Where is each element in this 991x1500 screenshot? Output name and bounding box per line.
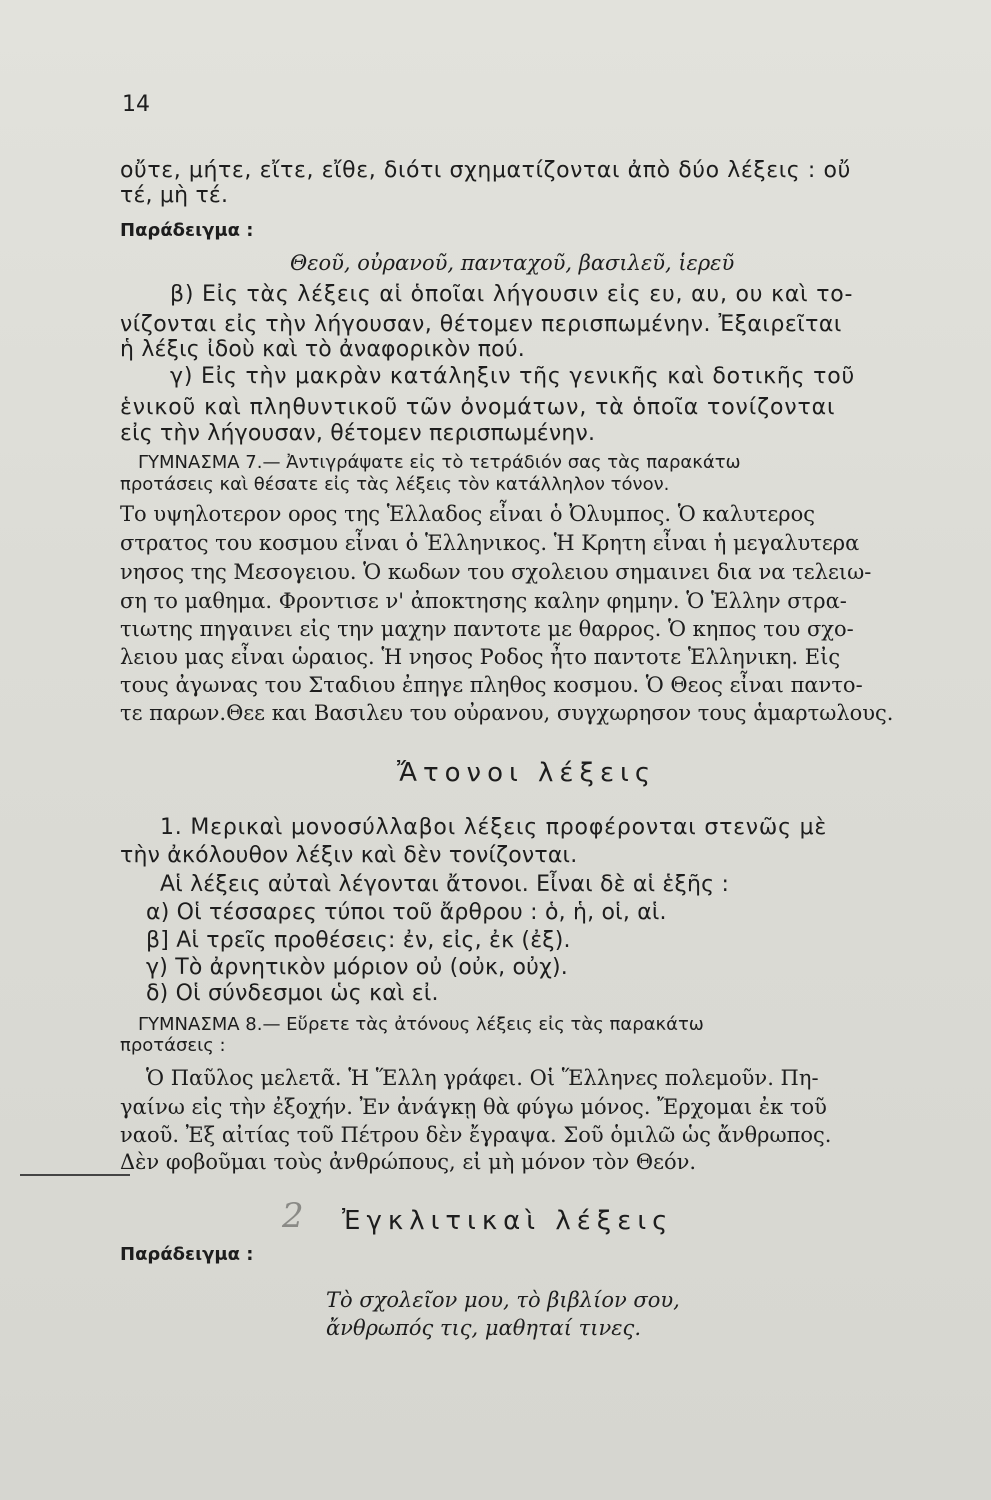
exercise-7-text: λειου μας εἶναι ὡραιος. Ἡ νησος Ροδος ἦτο παντοτε Ἑλληνικη. Εἰς (120, 645, 841, 669)
exercise-7-text: Το υψηλοτερον ορος της Ἑλλαδος εἶναι ὁ Ὀλυμπος. Ὁ καλυτερος (120, 502, 816, 526)
exercise-7-text: νησος της Μεσογειου. Ὁ κωδων του σχολειου σημαινει δια να τελειω- (120, 560, 872, 584)
example-line: Τὸ σχολεῖον μου, τὸ βιβλίον σου, (326, 1288, 680, 1312)
atonoi-line: γ) Τὸ ἀρνητικὸν μόριον οὐ (οὐκ, οὐχ). (146, 955, 568, 980)
exercise-8-text: ναοῦ. Ἐξ αἰτίας τοῦ Πέτρου δὲν ἔγραψα. Σοῦ ὁμιλῶ ὡς ἄνθρωπος. (120, 1123, 832, 1147)
example-label: Παράδειγμα : (120, 220, 254, 241)
exercise-8-text: Δὲν φοβοῦμαι τοὺς ἀνθρώπους, εἰ μὴ μόνον τὸν Θεόν. (120, 1150, 697, 1174)
exercise-7-text: στρατος του κοσμου εἶναι ὁ Ἑλληνικος. Ἡ Κρητη εἶναι ἡ μεγαλυτερα (120, 531, 860, 555)
rule-c-line: γ) Εἰς τὴν μακρὰν κατάληξιν τῆς γενικῆς καὶ δοτικῆς τοῦ (170, 364, 856, 389)
section-heading-atonoi: Ἄτονοι λέξεις (397, 758, 657, 788)
section-heading-egklitikai: Ἐγκλιτικαὶ λέξεις (342, 1206, 674, 1236)
handwritten-mark: 2 (282, 1196, 304, 1236)
text-line: οὔτε, μήτε, εἴτε, εἴθε, διότι σχηματίζονται ἀπὸ δύο λέξεις : οὔ (120, 158, 851, 183)
exercise-7-text: ση το μαθημα. Φροντισε ν' ἀποκτησης καλην φημην. Ὁ Ἑλλην στρα- (120, 589, 847, 613)
exercise-8-text: Ὁ Παῦλος μελετᾶ. Ἡ Ἕλλη γράφει. Οἱ Ἕλληνες πολεμοῦν. Πη- (146, 1066, 819, 1090)
atonoi-line: α) Οἱ τέσσαρες τύποι τοῦ ἄρθρου : ὁ, ἡ, οἱ, αἱ. (146, 900, 667, 925)
example-label: Παράδειγμα : (120, 1244, 254, 1265)
rule-b-line: β) Εἰς τὰς λέξεις αἱ ὁποῖαι λήγουσιν εἰς ευ, αυ, ου καὶ το- (170, 282, 854, 307)
rule-b-line: ἡ λέξις ἰδοὺ καὶ τὸ ἀναφορικὸν πού. (120, 337, 525, 362)
atonoi-line: τὴν ἀκόλουθον λέξιν καὶ δὲν τονίζονται. (120, 843, 578, 868)
text-line: τέ, μὴ τέ. (120, 183, 229, 208)
exercise-7-text: τους ἀγωνας του Σταδιου ἐπηγε πληθος κοσμου. Ὁ Θεος εἶναι παντο- (120, 673, 863, 697)
exercise-7-heading: ΓΥΜΝΑΣΜΑ 7.— Ἀντιγράψατε εἰς τὸ τετράδιόν σας τὰς παρακάτω (138, 452, 741, 473)
rule-c-line: ἑνικοῦ καὶ πληθυντικοῦ τῶν ὀνομάτων, τὰ ὁποῖα τονίζονται (120, 395, 836, 420)
atonoi-line: 1. Μερικαὶ μονοσύλλαβοι λέξεις προφέρονται στενῶς μὲ (160, 815, 828, 840)
exercise-7-heading: προτάσεις καὶ θέσατε εἰς τὰς λέξεις τὸν κατάλληλον τόνον. (120, 474, 670, 495)
atonoi-line: Αἱ λέξεις αὐταὶ λέγονται ἄτονοι. Εἶναι δὲ αἱ ἑξῆς : (160, 872, 730, 897)
exercise-8-text: γαίνω εἰς τὴν ἐξοχήν. Ἐν ἀνάγκῃ θὰ φύγω μόνος. Ἔρχομαι ἐκ τοῦ (120, 1095, 827, 1119)
exercise-7-text: τε παρων.Θεε και Βασιλευ του οὐρανου, συγχωρησον τους ἁμαρτωλους. (120, 701, 894, 725)
exercise-8-heading: ΓΥΜΝΑΣΜΑ 8.— Εὕρετε τὰς ἀτόνους λέξεις εἰς τὰς παρακάτω (138, 1014, 704, 1035)
example-words: Θεοῦ, οὐρανοῦ, πανταχοῦ, βασιλεῦ, ἱερεῦ (290, 251, 735, 275)
atonoi-line: δ) Οἱ σύνδεσμοι ὡς καὶ εἰ. (146, 981, 439, 1006)
rule-c-line: εἰς τὴν λήγουσαν, θέτομεν περισπωμένην. (120, 421, 596, 446)
exercise-7-text: τιωτης πηγαινει εἰς την μαχην παντοτε με θαρρος. Ὁ κηπος του σχο- (120, 617, 854, 641)
page-number: 14 (122, 92, 150, 117)
example-line: ἄνθρωπός τις, μαθηταί τινες. (326, 1316, 641, 1340)
stray-pen-mark (20, 1174, 130, 1176)
atonoi-line: β] Αἱ τρεῖς προθέσεις: ἐν, εἰς, ἐκ (ἐξ). (146, 928, 571, 953)
exercise-8-heading: προτάσεις : (120, 1035, 226, 1056)
rule-b-line: νίζονται εἰς τὴν λήγουσαν, θέτομεν περισπωμένην. Ἐξαιρεῖται (120, 312, 842, 337)
